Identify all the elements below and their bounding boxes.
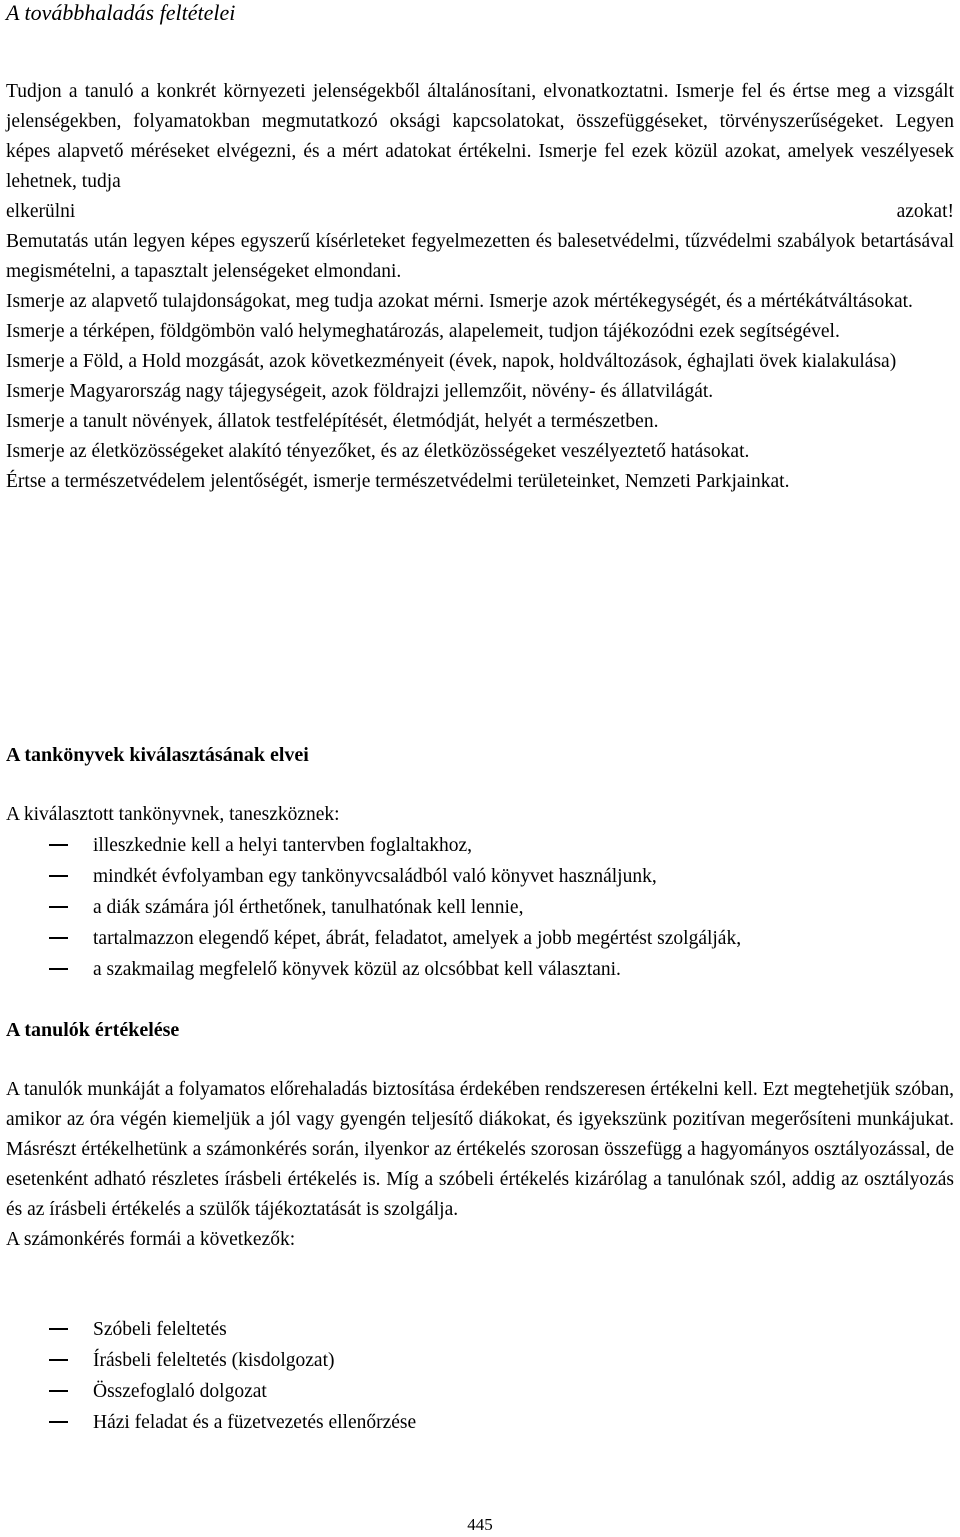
assessment-block — [6, 1075, 954, 1255]
textbooks-criteria-list — [6, 830, 954, 985]
requirements-paragraph-1: Tudjon a tanuló a konkrét környezeti jelenségekből általánosítani, elvonatkoztatni. Ismerje fel és értse meg a vizsgált jelenségekben, folyamatokban megmutatkozó oksági kapcsolatokat, összefüggéseket, törvényszerűségeket. Legyen képes alapvető méréseket elvégezni, és a mért adatokat értékelni. Ismerje fel ezek közül azokat, amelyek veszélyesek lehetnek, tudja — [6, 81, 954, 192]
list-item: Szóbeli feleltetés — [6, 1314, 954, 1345]
list-item: tartalmazzon elegendő képet, ábrát, feladatot, amelyek a jobb megértést szolgálják, — [6, 923, 954, 954]
requirements-paragraph-4: Ismerje a térképen, földgömbön való helymeghatározás, alapelemeit, tudjon tájékozódni ezek segítségével. — [6, 321, 840, 342]
requirements-paragraph-9: Értse a természetvédelem jelentőségét, ismerje természetvédelmi területeinket, Nemzeti Parkjainkat. — [6, 471, 790, 492]
list-item: illeszkednie kell a helyi tantervben foglaltakhoz, — [6, 830, 954, 861]
textbooks-heading: A tankönyvek kiválasztásának elvei — [6, 744, 309, 766]
list-item: mindkét évfolyamban egy tankönyvcsaládból való könyvet használjunk, — [6, 861, 954, 892]
requirements-split-right: azokat! — [896, 201, 954, 222]
assessment-paragraph: A tanulók munkáját a folyamatos előrehaladás biztosítása érdekében rendszeresen értékelni kell. Ezt megtehetjük szóban, amikor az óra végén kiemeljük a jól vagy gyengén teljesítő diákokat, és igyekszünk pozitívan megerősíteni munkájukat. Másrészt értékelhetünk a számonkérés során, ilyenkor az értékelés szorosan összefügg a hagyományos osztályozással, de esetenként adható részletes írásbeli értékelés is. Míg a szóbeli értékelés kizárólag a tanulónak szól, addig az osztályozás és az írásbeli értékelés a szülők tájékoztatását is szolgálja. — [6, 1079, 954, 1220]
requirements-paragraph-7: Ismerje a tanult növények, állatok testfelépítését, életmódját, helyét a természetben. — [6, 411, 659, 432]
dash-bullet-icon — [49, 937, 68, 939]
requirements-paragraph-5: Ismerje a Föld, a Hold mozgását, azok következményeit (évek, napok, holdváltozások, éghajlati övek kialakulása) — [6, 351, 897, 372]
page-number: 445 — [467, 1515, 493, 1534]
section-title-progression: A továbbhaladás feltételei — [6, 0, 236, 25]
textbooks-intro: A kiválasztott tankönyvnek, taneszköznek: — [6, 804, 340, 825]
requirements-block — [6, 77, 954, 497]
assessment-forms-intro: A számonkérés formái a következők: — [6, 1229, 296, 1250]
assessment-forms-list — [6, 1314, 954, 1438]
requirements-paragraph-2: Bemutatás után legyen képes egyszerű kísérleteket fegyelmezetten és balesetvédelmi, tűzvédelmi szabályok betartásával megismételni, a tapasztalt jelenségeket elmondani. — [6, 231, 954, 282]
dash-bullet-icon — [49, 1390, 68, 1392]
requirements-paragraph-1-end — [6, 197, 954, 227]
list-item: Házi feladat és a füzetvezetés ellenőrzése — [6, 1407, 954, 1438]
dash-bullet-icon — [49, 968, 68, 970]
assessment-heading: A tanulók értékelése — [6, 1019, 180, 1041]
list-item: a diák számára jól érthetőnek, tanulhatónak kell lennie, — [6, 892, 954, 923]
dash-bullet-icon — [49, 875, 68, 877]
requirements-paragraph-8: Ismerje az életközösségeket alakító tényezőket, és az életközösségeket veszélyeztető hatásokat. — [6, 441, 750, 462]
list-item: Írásbeli feleltetés (kisdolgozat) — [6, 1345, 954, 1376]
dash-bullet-icon — [49, 1359, 68, 1361]
requirements-paragraph-6: Ismerje Magyarország nagy tájegységeit, azok földrajzi jellemzőit, növény- és állatvilágát. — [6, 381, 714, 402]
dash-bullet-icon — [49, 1421, 68, 1423]
dash-bullet-icon — [49, 1328, 68, 1330]
dash-bullet-icon — [49, 844, 68, 846]
list-item: a szakmailag megfelelő könyvek közül az olcsóbbat kell választani. — [6, 954, 954, 985]
list-item: Összefoglaló dolgozat — [6, 1376, 954, 1407]
requirements-split-left: elkerülni — [6, 201, 76, 222]
dash-bullet-icon — [49, 906, 68, 908]
requirements-paragraph-3: Ismerje az alapvető tulajdonságokat, meg tudja azokat mérni. Ismerje azok mértékegységét, és a mértékátváltásokat. — [6, 291, 913, 312]
